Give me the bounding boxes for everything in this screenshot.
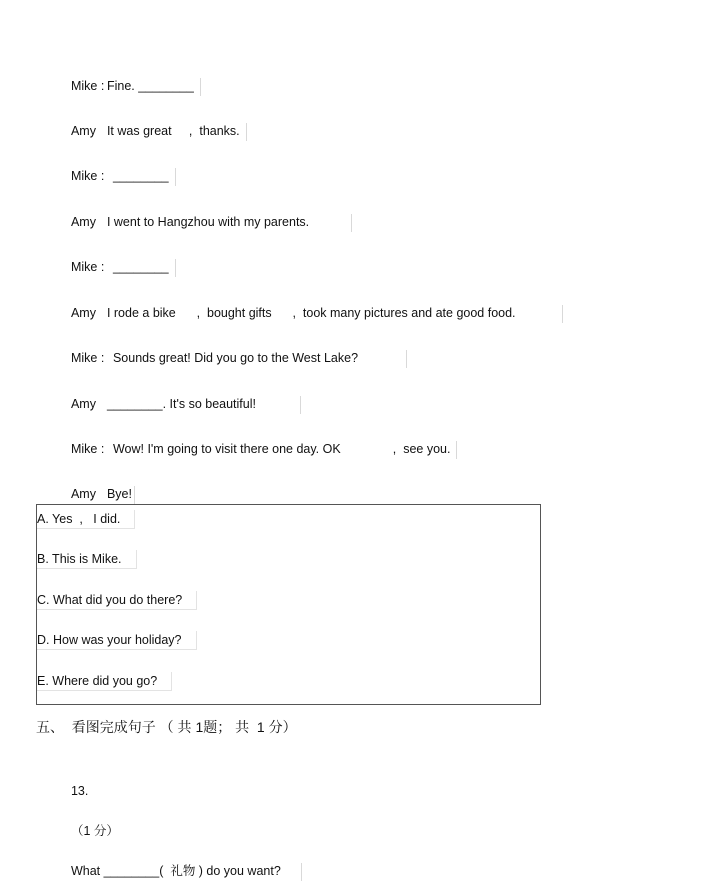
dialogue-text: Fine. ________ (106, 79, 194, 93)
speaker-label: Amy (70, 215, 96, 229)
divider (406, 350, 407, 368)
option-e: E. Where did you go? (37, 672, 172, 691)
question-points: （1 分） (70, 824, 119, 838)
dialogue-text: I rode a bike , bought gifts , took many pictures and ate good food. (106, 306, 516, 320)
option-a: A. Yes , I did. (37, 510, 135, 529)
dialogue-text: ________ (112, 169, 169, 183)
speaker-label: Amy (70, 487, 96, 501)
dialogue-line (64, 56, 201, 93)
divider (200, 78, 201, 96)
dialogue-line (64, 192, 352, 229)
dialogue-text: Bye! (106, 487, 132, 501)
speaker-label: Mike : (70, 79, 105, 93)
divider (246, 123, 247, 141)
speaker-label: Mike : (70, 260, 105, 274)
question-text: What ________( 礼物 ) do you want? (70, 864, 281, 878)
option-b: B. This is Mike. (37, 550, 137, 569)
dialogue-text: ________. It's so beautiful! (106, 397, 256, 411)
divider (351, 214, 352, 232)
dialogue-text: Wow! I'm going to visit there one day. OK , see you. (112, 442, 451, 456)
divider (301, 863, 302, 881)
divider (175, 168, 176, 186)
dialogue-line (64, 101, 247, 138)
speaker-label: Amy (70, 306, 96, 320)
speaker-label: Mike : (70, 442, 105, 456)
dialogue-text: ________ (112, 260, 169, 274)
dialogue-text: Sounds great! Did you go to the West Lake? (112, 351, 359, 365)
dialogue-line (64, 283, 563, 320)
option-c: C. What did you do there? (37, 591, 197, 610)
section-heading: 五、 看图完成句子 （ 共 1题； 共 1 分） (36, 719, 297, 735)
dialogue-text: It was great , thanks. (106, 124, 240, 138)
speaker-label: Amy (70, 397, 96, 411)
divider (562, 305, 563, 323)
speaker-label: Amy (70, 124, 96, 138)
dialogue-line (64, 237, 176, 274)
question-number: 13. (70, 784, 89, 798)
divider (134, 486, 135, 504)
speaker-label: Mike : (70, 169, 105, 183)
dialogue-line (64, 419, 457, 456)
dialogue-line (64, 328, 407, 365)
divider (456, 441, 457, 459)
dialogue-line (64, 374, 301, 411)
speaker-label: Mike : (70, 351, 105, 365)
question-13 (64, 761, 302, 878)
dialogue-text: I went to Hangzhou with my parents. (106, 215, 310, 229)
divider (175, 259, 176, 277)
divider (300, 396, 301, 414)
option-d: D. How was your holiday? (37, 631, 197, 650)
dialogue-line (64, 464, 135, 501)
options-box (36, 504, 541, 705)
dialogue-line (64, 146, 176, 183)
